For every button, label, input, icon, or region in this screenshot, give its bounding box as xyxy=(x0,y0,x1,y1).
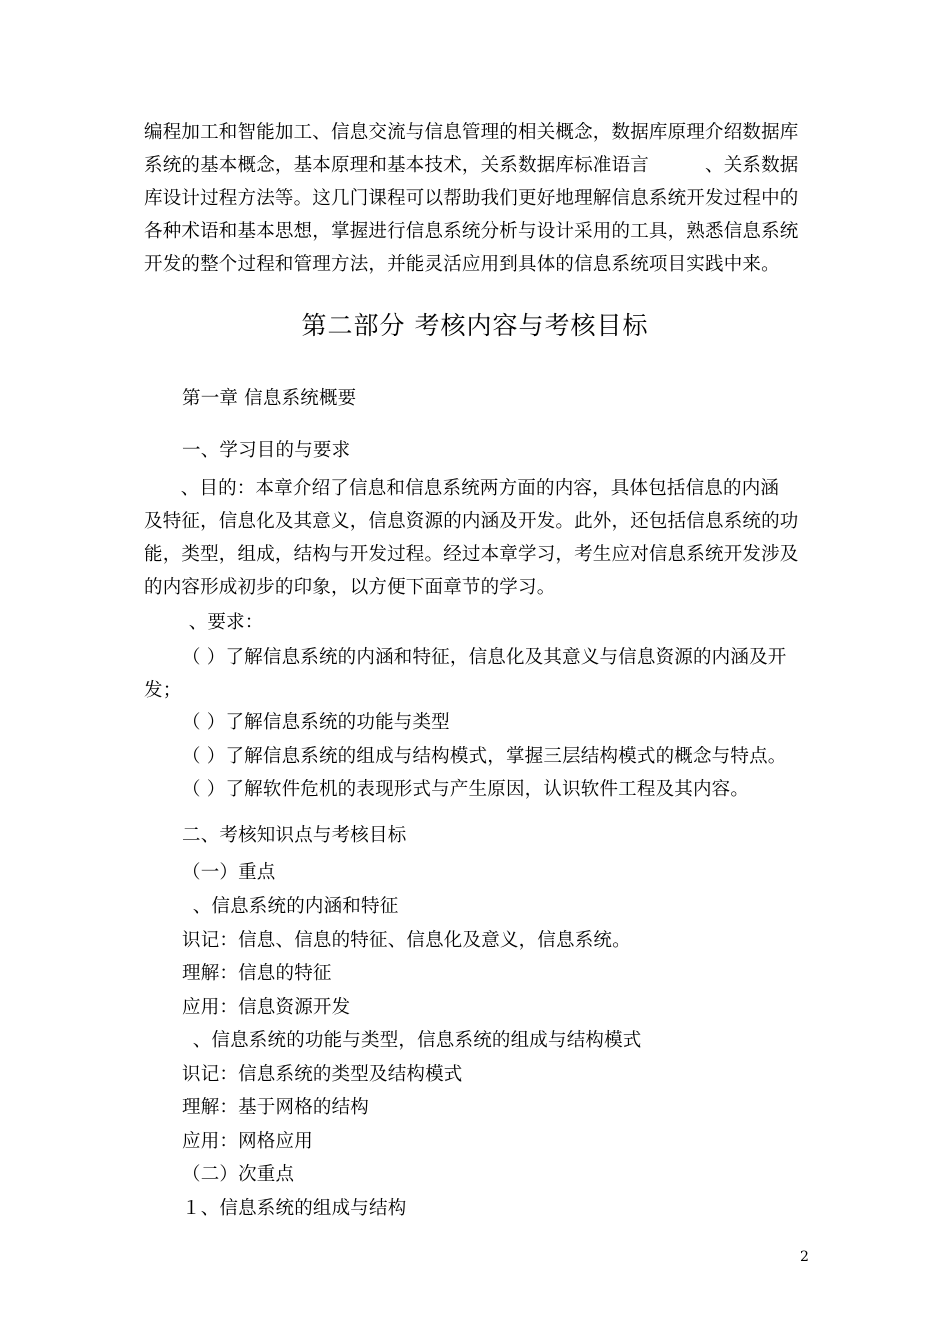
intro-line: 系统的基本概念，基本原理和基本技术，关系数据库标准语言 、关系数据 xyxy=(144,155,799,176)
key-points-label: （一）重点 xyxy=(182,862,276,883)
section-title: 第二部分 考核内容与考核目标 xyxy=(301,311,649,340)
requirement-item-4: （ ）了解软件危机的表现形式与产生原因，认识软件工程及其内容。 xyxy=(182,779,750,800)
page-number: 2 xyxy=(800,1249,809,1265)
key-point-2-title: 、信息系统的功能与类型，信息系统的组成与结构模式 xyxy=(174,1030,642,1051)
intro-line: 编程加工和智能加工、信息交流与信息管理的相关概念，数据库原理介绍数据库 xyxy=(144,122,799,143)
purpose-line: 、目的：本章介绍了信息和信息系统两方面的内容，具体包括信息的内涵 xyxy=(162,478,780,499)
key-point-1-title: 、信息系统的内涵和特征 xyxy=(174,896,399,917)
purpose-line: 及特征，信息化及其意义，信息资源的内涵及开发。此外，还包括信息系统的功 xyxy=(144,511,799,532)
secondary-point-1-title: １、信息系统的组成与结构 xyxy=(182,1198,407,1219)
heading-study-goals: 一、学习目的与要求 xyxy=(182,440,351,461)
requirement-item-3: （ ）了解信息系统的组成与结构模式，掌握三层结构模式的概念与特点。 xyxy=(182,746,787,767)
requirements-label: 、要求： xyxy=(170,612,264,633)
key-point-2-identify: 识记：信息系统的类型及结构模式 xyxy=(182,1064,463,1085)
purpose-paragraph xyxy=(144,472,808,604)
chapter-title: 第一章 信息系统概要 xyxy=(182,388,357,409)
intro-line: 库设计过程方法等。这几门课程可以帮助我们更好地理解信息系统开发过程中的 xyxy=(144,188,799,209)
intro-paragraph xyxy=(144,116,808,281)
requirement-item-1 xyxy=(144,641,808,707)
requirement-line: （ ）了解信息系统的内涵和特征，信息化及其意义与信息资源的内涵及开 xyxy=(182,647,787,668)
key-point-2-apply: 应用：网格应用 xyxy=(182,1131,313,1152)
intro-line: 开发的整个过程和管理方法，并能灵活应用到具体的信息系统项目实践中来。 xyxy=(144,254,780,275)
key-point-1-understand: 理解：信息的特征 xyxy=(182,963,332,984)
heading-assessment-points: 二、考核知识点与考核目标 xyxy=(182,825,407,846)
purpose-line: 的内容形成初步的印象，以方便下面章节的学习。 xyxy=(144,577,556,598)
secondary-points-label: （二）次重点 xyxy=(182,1164,295,1185)
requirement-line: 发； xyxy=(144,680,182,701)
key-point-1-identify: 识记：信息、信息的特征、信息化及意义，信息系统。 xyxy=(182,930,631,951)
intro-line: 各种术语和基本思想，掌握进行信息系统分析与设计采用的工具，熟悉信息系统 xyxy=(144,221,799,242)
key-point-1-apply: 应用：信息资源开发 xyxy=(182,997,351,1018)
key-point-2-understand: 理解：基于网格的结构 xyxy=(182,1097,370,1118)
purpose-line: 能，类型，组成，结构与开发过程。经过本章学习，考生应对信息系统开发涉及 xyxy=(144,544,799,565)
requirement-item-2: （ ）了解信息系统的功能与类型 xyxy=(182,712,450,733)
